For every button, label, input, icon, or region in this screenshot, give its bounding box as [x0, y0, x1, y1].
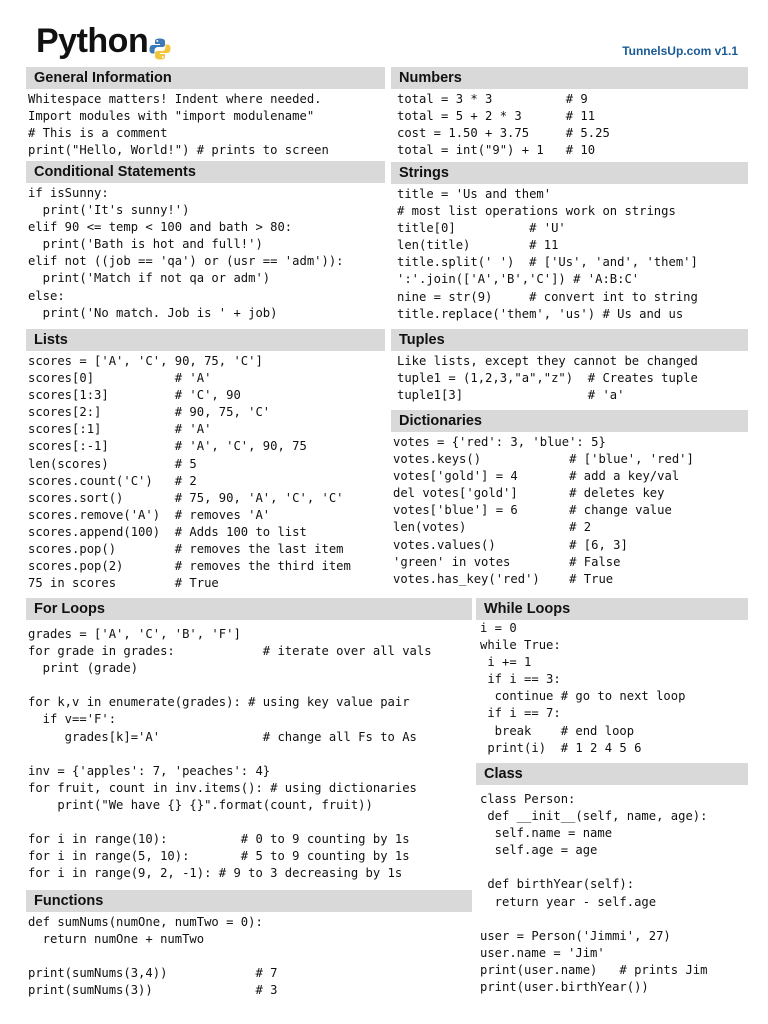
code-block: class Person: def __init__(self, name, age): self.name = name self.age = age def birthYear(self): return year - self.age user = Person('Jimmi', 27) user.name = 'Jim' print(user.name) # prints Jim print(user.birthYear())	[480, 792, 708, 995]
page-title: Python	[36, 22, 149, 60]
section-dictionaries	[391, 410, 748, 588]
code-block: i = 0 while True: i += 1 if i == 3: continue # go to next loop if i == 7: break # end loop print(i) # 1 2 4 5 6	[480, 621, 686, 755]
section-strings	[391, 162, 748, 323]
code-block: def sumNums(numOne, numTwo = 0): return numOne + numTwo print(sumNums(3,4)) # 7 print(sumNums(3)) # 3	[28, 915, 278, 998]
site-link[interactable]: TunnelsUp.com v1.1	[622, 44, 738, 58]
section-tuples	[391, 329, 748, 404]
code-block: Like lists, except they cannot be changed tuple1 = (1,2,3,"a","z") # Creates tuple tuple1[3] # 'a'	[397, 354, 698, 403]
section-general-information	[26, 67, 385, 159]
code-block: if isSunny: print('It's sunny!') elif 90 <= temp < 100 and bath > 80: print('Bath is hot and full!') elif not ((job == 'qa') or (usr == 'adm')): print('Match if not qa or adm') else: print('No match. Job is ' + job)	[28, 186, 344, 320]
section-title: Class	[476, 763, 748, 785]
code-block: scores = ['A', 'C', 90, 75, 'C'] scores[0] # 'A' scores[1:3] # 'C', 90 scores[2:] # 90, 75, 'C' scores[:1] # 'A' scores[:-1] # 'A', 'C', 90, 75 len(scores) # 5 scores.count('C') # 2 scores.sort() # 75, 90, 'A', 'C', 'C' scores.remove('A') # removes 'A' scores.append(100) # Adds 100 to list scores.pop() # removes the last item scores.pop(2) # removes the third item 75 in scores # True	[28, 354, 351, 591]
section-lists	[26, 329, 385, 592]
code-block: Whitespace matters! Indent where needed. Import modules with "import modulename" # This is a comment print("Hello, World!") # prints to screen	[28, 92, 329, 158]
section-functions	[26, 890, 472, 999]
section-while-loops	[476, 598, 748, 757]
section-title: Numbers	[391, 67, 748, 89]
section-title: Tuples	[391, 329, 748, 351]
section-title: Conditional Statements	[26, 161, 385, 183]
code-block: total = 3 * 3 # 9 total = 5 + 2 * 3 # 11 cost = 1.50 + 3.75 # 5.25 total = int("9") + 1 # 10	[397, 92, 610, 158]
section-numbers	[391, 67, 748, 159]
section-title: For Loops	[26, 598, 472, 620]
section-title: Functions	[26, 890, 472, 912]
section-title: While Loops	[476, 598, 748, 620]
code-block: grades = ['A', 'C', 'B', 'F'] for grade in grades: # iterate over all vals print (grade) for k,v in enumerate(grades): # using key value pair if v=='F': grades[k]='A' # change all Fs to As inv = {'apples': 7, 'peaches': 4} for fruit, count in inv.items(): # using dictionaries print("We have {} {}".format(count, fruit)) for i in range(10): # 0 to 9 counting by 1s for i in range(5, 10): # 5 to 9 counting by 1s for i in range(9, 2, -1): # 9 to 3 decreasing by 1s	[28, 627, 432, 881]
code-block: votes = {'red': 3, 'blue': 5} votes.keys() # ['blue', 'red'] votes['gold'] = 4 # add a key/val del votes['gold'] # deletes key votes['blue'] = 6 # change value len(votes) # 2 votes.values() # [6, 3] 'green' in votes # False votes.has_key('red') # True	[393, 435, 694, 586]
code-block: title = 'Us and them' # most list operations work on strings title[0] # 'U' len(title) # 11 title.split(' ') # ['Us', 'and', 'them'] ':'.join(['A','B','C']) # 'A:B:C' nine = str(9) # convert int to string title.replace('them', 'us') # Us and us	[397, 187, 698, 321]
section-for-loops	[26, 598, 472, 882]
section-title: Dictionaries	[391, 410, 748, 432]
python-logo-icon	[148, 37, 172, 61]
section-title: Strings	[391, 162, 748, 184]
section-conditional-statements	[26, 161, 385, 322]
section-title: General Information	[26, 67, 385, 89]
section-class	[476, 763, 748, 996]
section-title: Lists	[26, 329, 385, 351]
